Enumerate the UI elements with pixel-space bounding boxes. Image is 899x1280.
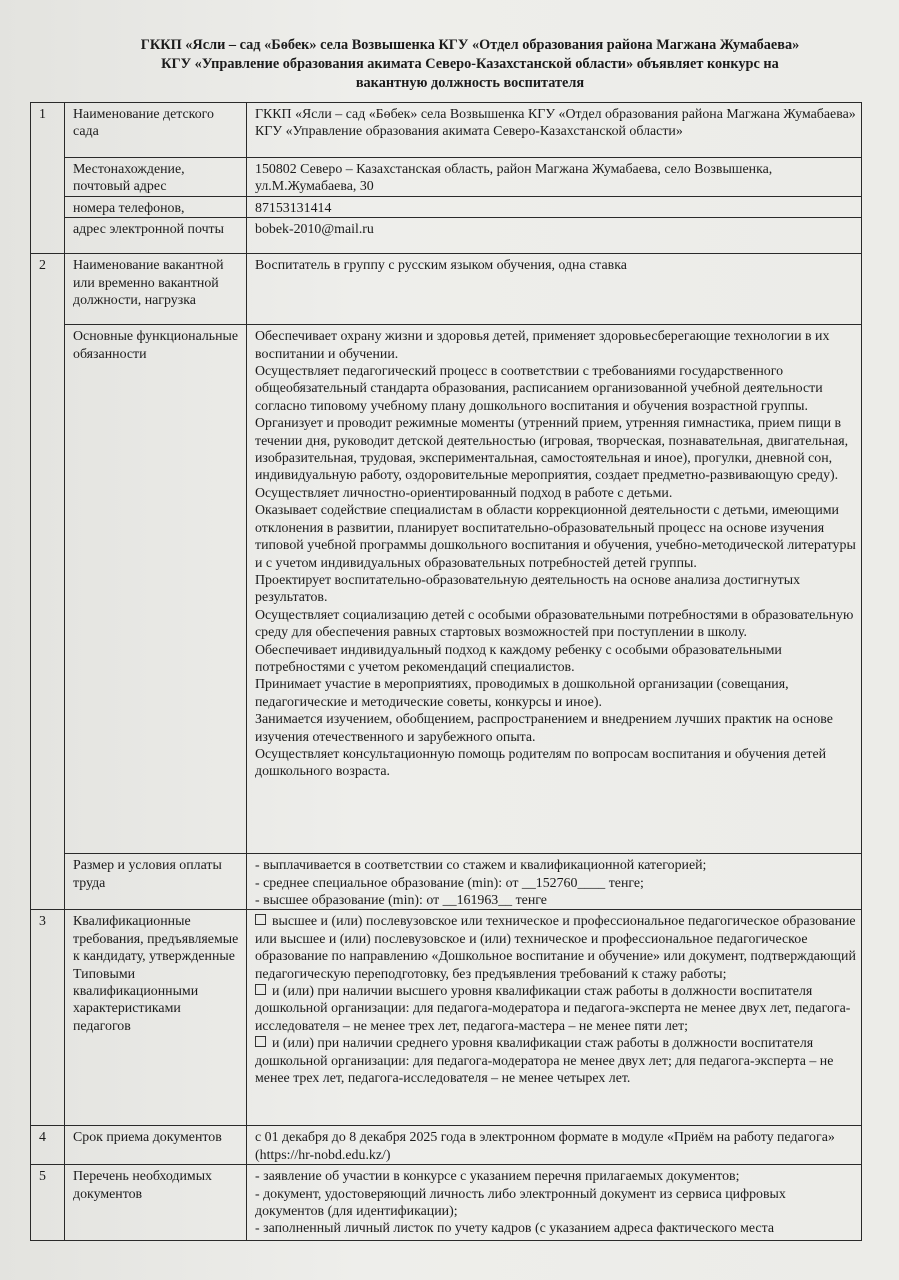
row-number: 1 [31, 103, 65, 254]
duty-paragraph: Осуществляет социализацию детей с особыми образовательными потребностями в образовательную среду для обеспечения равных стартовых возможностей при поступлении в школу. [255, 607, 854, 641]
row-number: 3 [31, 910, 65, 1126]
documents-cell [247, 1165, 862, 1241]
table-row [31, 910, 862, 1126]
duty-paragraph: Осуществляет педагогический процесс в соответствии с требованиями государственного общеобязательный стандарта образования, расписанием организованной учебной деятельности согласно типовому учебному плану дошкольного воспитания и обучения возрастной группы. [255, 364, 823, 414]
vacancy-table [30, 102, 862, 1241]
duty-paragraph: Осуществляет консультационную помощь родителям по вопросам воспитания и обучения детей дошкольного возраста. [255, 746, 827, 780]
qualification-item: и (или) при наличии среднего уровня квалификации стаж работы в должности воспитателя дошкольной организации: для педагога-модератора не менее двух лет; для педагога-эксперта – не менее трех лет, педагога-исследователя – не менее четырех лет. [255, 1036, 834, 1087]
table-row [31, 218, 862, 254]
duty-paragraph: Занимается изучением, обобщением, распространением и внедрением лучших практик на основе изучения отечественного и зарубежного опыта. [255, 712, 833, 745]
row-label: Наименование вакантной или временно вакантной должности, нагрузка [65, 254, 247, 325]
row-label: адрес электронной почты [65, 218, 247, 254]
table-row [31, 854, 862, 910]
row-value: Воспитатель в группу с русским языком обучения, одна ставка [247, 254, 862, 325]
row-value: 150802 Северо – Казахстанская область, район Магжана Жумабаева, село Возвышенка, ул.М.Жумабаева, 30 [247, 158, 862, 197]
duty-paragraph: Обеспечивает охрану жизни и здоровья детей, применяет здоровьесберегающие технологии в их воспитании и обучении. [255, 329, 830, 362]
row-value: ГККП «Ясли – сад «Бөбек» села Возвышенка КГУ «Отдел образования района Магжана Жумабаева» КГУ «Управление образования акимата Северо-Казахстанской области» [247, 103, 862, 158]
document-line: - документ, удостоверяющий личность либо электронный документ из сервиса цифровых документов (для идентификации); [255, 1186, 786, 1220]
table-row [31, 158, 862, 197]
qualification-cell [247, 910, 862, 1126]
checkbox-icon [255, 914, 266, 925]
checkbox-icon [255, 984, 266, 995]
duties-cell [247, 325, 862, 854]
header-line-3: вакантную должность воспитателя [355, 75, 585, 91]
qualification-item: и (или) при наличии высшего уровня квалификации стаж работы в должности воспитателя дошкольной организации: для педагога-модератора и педагога-эксперта не менее двух лет, педагога-исследователя – не менее трех лет, педагога-мастера – не менее пяти лет; [255, 984, 851, 1034]
row-label: номера телефонов, [65, 196, 247, 217]
row-label: Перечень необходимых документов [65, 1165, 247, 1241]
salary-line: - высшее образование (min): от __161963__ тенге [255, 893, 547, 909]
document-line: - заявление об участии в конкурсе с указанием перечня прилагаемых документов; [255, 1169, 740, 1185]
row-label: Размер и условия оплаты труда [65, 854, 247, 910]
document-header [60, 36, 880, 93]
duty-paragraph: Осуществляет личностно-ориентированный подход в работе с детьми. [255, 485, 673, 501]
salary-line: - выплачивается в соответствии со стажем и квалификационной категорией; [255, 858, 707, 874]
qualification-item: высшее и (или) послевузовское или техническое и профессиональное педагогическое образование или высшее и (или) послевузовское и (или) техническое и профессиональное педагогическое образование по направлению «Дошкольное воспитание и обучение» или документ, подтверждающий педагогическую переподготовку, без предъявления требований к стажу работы; [255, 914, 856, 982]
table-row [31, 325, 862, 854]
duty-paragraph: Оказывает содействие специалистам в области коррекционной деятельности с детьми, имеющими отклонения в развитии, планирует воспитательно-образовательный процесс на основе изучения типовой учебной программы дошкольного воспитания и обучения, учебно-методической литературы и с учетом индивидуальных образовательных потребностей детей группы. [255, 503, 856, 571]
row-value: 87153131414 [247, 196, 862, 217]
salary-cell [247, 854, 862, 910]
row-value: с 01 декабря до 8 декабря 2025 года в электронном формате в модуле «Приём на работу педагога» (https://hr-nobd.edu.kz/) [247, 1126, 862, 1165]
salary-line: - среднее специальное образование (min): от __152760____ тенге; [255, 875, 644, 891]
row-label: Квалификационные требования, предъявляемые к кандидату, утвержденные Типовыми квалификационными характеристиками педагогов [65, 910, 247, 1126]
row-label: Срок приема документов [65, 1126, 247, 1165]
row-label: Наименование детского сада [65, 103, 247, 158]
duty-paragraph: Организует и проводит режимные моменты (утренний прием, утренняя гимнастика, прием пищи в течении дня, руководит детской деятельностью (игровая, творческая, познавательная, двигательная, изобразительная, трудовая, экспериментальная, самостоятельная и иное), прогулки, дневной сон, индивидуальную работу, оздоровительные мероприятия, создает предметно-развивающую среду). [255, 416, 849, 484]
duty-paragraph: Обеспечивает индивидуальный подход к каждому ребенку с особыми образовательными потребностями с учетом рекомендаций специалистов. [255, 642, 782, 675]
row-value: bobek-2010@mail.ru [247, 218, 862, 254]
table-row [31, 254, 862, 325]
row-label: Местонахождение, почтовый адрес [65, 158, 247, 197]
table-row [31, 103, 862, 158]
row-label: Основные функциональные обязанности [65, 325, 247, 854]
table-row [31, 1165, 862, 1241]
header-line-1: ГККП «Ясли – сад «Бөбек» села Возвышенка КГУ «Отдел образования района Магжана Жумабаева» [140, 37, 800, 53]
row-number: 2 [31, 254, 65, 910]
duty-paragraph: Проектирует воспитательно-образовательную деятельность на основе анализа достигнутых результатов. [255, 572, 801, 606]
document-line: - заполненный личный листок по учету кадров (с указанием адреса фактического места [255, 1221, 775, 1237]
table-row [31, 196, 862, 217]
row-number: 5 [31, 1165, 65, 1241]
checkbox-icon [255, 1036, 266, 1047]
header-line-2: КГУ «Управление образования акимата Северо-Казахстанской области» объявляет конкурс на [161, 56, 779, 72]
row-number: 4 [31, 1126, 65, 1165]
duty-paragraph: Принимает участие в мероприятиях, проводимых в дошкольной организации (совещания, педагогические и методические советы, конкурсы и иное). [255, 677, 789, 710]
table-row [31, 1126, 862, 1165]
